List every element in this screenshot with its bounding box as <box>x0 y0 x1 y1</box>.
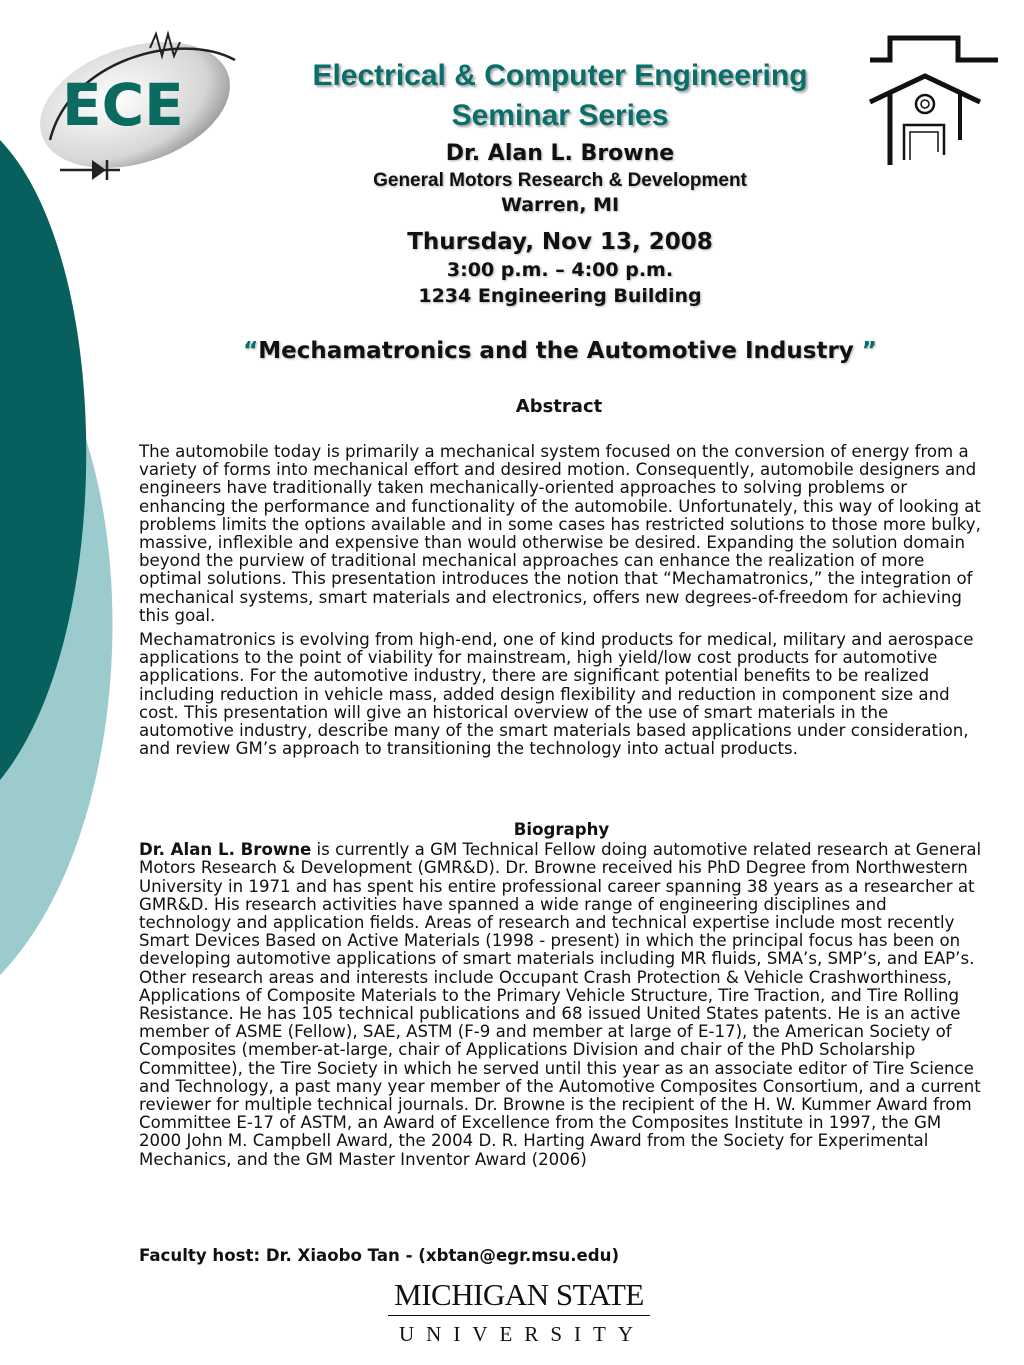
seminar-time: 3:00 p.m. – 4:00 p.m. <box>446 259 674 281</box>
abstract-paragraph-2: Mechamatronics is evolving from high-end, one of kind products for medical, military and aerospace applications to the point of viability for mainstream, high yield/low cost products for automotive applications. For the automotive industry, there are significant potential benefits to be realized including reduction in vehicle mass, added design flexibility and reduction in component size and cost. This presentation will give an historical overview of the use of smart materials in the automotive industry, describe many of the smart materials based applications under consideration, and review GM’s approach to transitioning the technology into actual products. <box>139 630 974 759</box>
seminar-date: Thursday, Nov 13, 2008 <box>407 229 713 255</box>
abstract-heading: Abstract <box>515 396 603 417</box>
faculty-host: Faculty host: Dr. Xiaobo Tan - (xbtan@egr.msu.edu) <box>139 1246 620 1265</box>
msu-university: UNIVERSITY <box>399 1322 645 1346</box>
seminar-header <box>230 56 890 309</box>
ece-logo-icon <box>30 20 250 180</box>
speaker-affiliation: General Motors Research & Development <box>373 170 747 191</box>
biography-name: Dr. Alan L. Browne <box>139 840 312 860</box>
close-quote: ” <box>853 338 877 364</box>
biography-heading: Biography <box>513 820 610 839</box>
seminar-room: 1234 Engineering Building <box>418 285 702 307</box>
abstract-body <box>139 443 984 764</box>
msu-name: MICHIGAN STATE <box>388 1278 650 1316</box>
biography-text: is currently a GM Technical Fellow doing automotive related research at General Motors Research & Development (GMR&D). Dr. Browne received his PhD Degree from Northwestern University in 1971 and has spent his entire professional career spanning 38 years as a researcher at GMR&D. His research activities have spanned a wide range of engineering disciplines and technology and application fields. Areas of research and technical expertise include most recently Smart Devices Based on Active Materials (1998 - present) in which the principal focus has been on developing automotive applications of smart materials including MR fluids, SMA’s, SMP’s, and EAP’s. Other research areas and interests include Occupant Crash Protection & Vehicle Crashworthiness, Applications of Composite Materials to the Primary Vehicle Structure, Tire Traction, and Tire Rolling Resistance. He has 105 technical publications and 68 issued United States patents. He is an active member of ASME (Fellow), SAE, ASTM (F-9 and member at large of E-17), the American Society of Composites (member-at-large, chair of Applications Division and chair of the PhD Scholarship Committee), the Tire Society in which he served until this year as an associate editor of Tire Science and Technology, a past many year member of the Automotive Composites Consortium, and a current reviewer for multiple technical journals. Dr. Browne is the recipient of the H. W. Kummer Award from Committee E-17 of ASTM, an Award of Excellence from the Composites Institute in 1997, the GM 2000 John M. Campbell Award, the 2004 D. R. Harting Award from the Society for Experimental Mechanics, and the GM Master Inventor Award (2006) <box>139 840 982 1169</box>
biography-paragraph <box>139 841 984 1169</box>
series-title-line1: Electrical & Computer Engineering <box>312 59 808 92</box>
talk-title <box>140 338 980 364</box>
speaker-location: Warren, MI <box>500 194 620 216</box>
abstract-paragraph-1: The automobile today is primarily a mechanical system focused on the conversion of energy from a variety of forms into mechanical effort and desired motion. Consequently, automobile designers and engineers have traditionally taken mechanically-oriented approaches to solving problems or enhancing the performance and functionality of the automobile. Unfortunately, this way of looking at problems limits the options available and in some cases has restricted solutions to those more bulky, massive, inflexible and expensive than would otherwise be desired. Expanding the solution domain beyond the purview of traditional mechanical approaches can enhance the realization of more optimal solutions. This presentation introduces the notion that “Mechamatronics,” the integration of mechanical systems, smart materials and electronics, offers new degrees-of-freedom for achieving this goal. <box>139 442 981 625</box>
msu-wordmark <box>388 1278 650 1347</box>
open-quote: “ <box>243 338 259 364</box>
series-title-line2: Seminar Series <box>451 99 669 132</box>
biography-section <box>139 821 984 1175</box>
talk-title-text: Mechamatronics and the Automotive Industry <box>258 338 854 364</box>
speaker-name: Dr. Alan L. Browne <box>445 141 675 166</box>
svg-text:ECE: ECE <box>62 71 184 139</box>
